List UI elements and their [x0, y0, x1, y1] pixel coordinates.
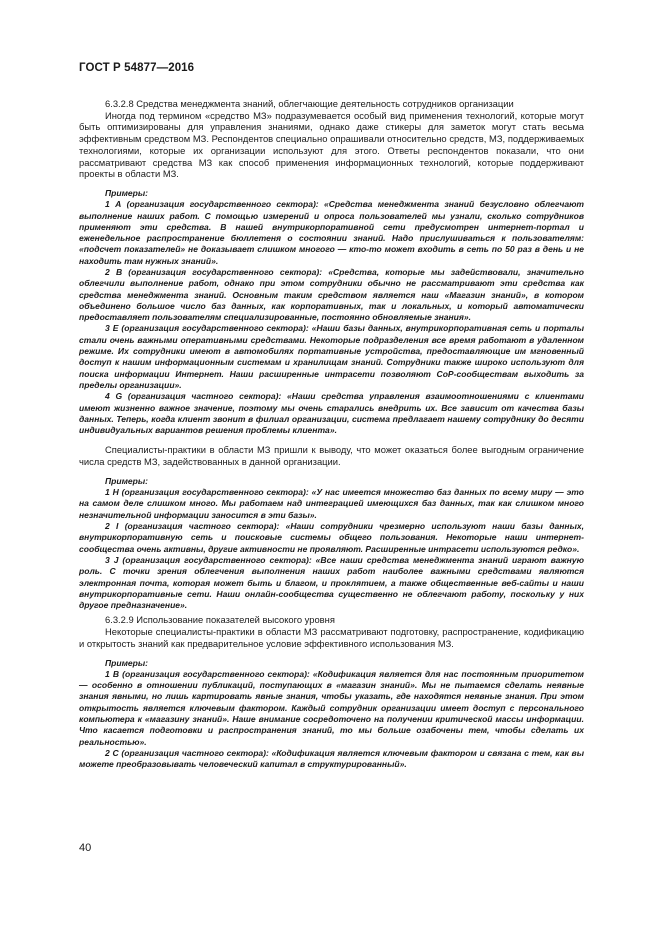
examples-label: Примеры:: [105, 657, 149, 668]
example-item: 2 В (организация государственного сектора): «Средства, которые мы задействовали, значительно облегчили выполнение работ, однако при этом сотрудники обычно не рассматривают эти средства как средства менеджмента знаний. Основным таким средством является наш «Магазин знаний», в котором объединено большое число баз данных, как корпоративных, так и локальных, и который автоматически предоставляет пользователям специализированные, постоянно обновляемые знания».: [79, 267, 584, 323]
example-item: 4 G (организация частного сектора): «Наши средства управления взаимоотношениями с клиентами имеют жизненно важное значение, поэтому мы очень старались внедрить их. Все зависит от качества базы данных. Теперь, когда клиент звонит в филиал организации, система предлагает нашему сотруднику до десяти индивидуальных вариантов решения проблемы клиента».: [79, 391, 584, 436]
example-item: 1 Н (организация государственного сектора): «У нас имеется множество баз данных по всему миру — это на самом деле слишком много. Мы работаем над интеграцией имеющихся баз данных, так как слишком много незначительной информации заносится в эти базы».: [79, 487, 584, 520]
example-item: 3 J (организация государственного сектора): «Все наши средства менеджмента знаний играют важную роль. С точки зрения облегчения выполнения наших работ наиболее важными средствами являются электронная почта, которая может быть и благом, и проклятием, а также общественные веб-сайты и наши внутрикорпоративные сети. Наши онлайн-сообщества существенно не облегчают работу, поскольку у них другое предназначение».: [79, 554, 584, 611]
example-item: 1 В (организация государственного сектора): «Кодификация является для нас постоянным приоритетом — особенно в отношении публикаций, поступающих в «магазин знаний». Мы не пытаемся сделать неявные знания явными, но лишь картировать явные знания, чтобы указать, где находятся неявные знания. При этом открытость является ключевым фактором. Каждый сотрудник организации имеет доступ с персонального компьютера к «магазину знаний». Наше внимание сосредоточено на получении критической массы информации. Что касается подготовки и распространения знаний, то мы больше озабочены тем, чтобы сделать их реальностью».: [79, 668, 584, 747]
section-heading-6-3-2-8: 6.3.2.8 Средства менеджмента знаний, облегчающие деятельность сотрудников организации: [105, 98, 514, 109]
document-body: [79, 98, 584, 771]
example-item: 2 С (организация частного сектора): «Кодификация является ключевым фактором и связана с тем, как вы можете преобразовывать человеческий капитал в структурированный».: [79, 747, 584, 770]
examples-label: Примеры:: [105, 475, 149, 486]
examples-label: Примеры:: [105, 187, 149, 198]
page-number: 40: [79, 842, 92, 854]
example-item: 1 А (организация государственного сектора): «Средства менеджмента знаний безусловно облегчают выполнение наших работ. С помощью измерений и опроса пользователей мы узнали, сколько сотрудников применяют эти средства. В нашей внутрикорпоративной сети предусмотрен интернет-портал и еженедельное распространение бюллетеня о состоянии знаний. Надо прислушиваться к пользователям: «подсчет показателей» не доказывает слишком многого — кто-то может входить в сеть по 50 раз в день и не находить там нужных знаний».: [79, 199, 584, 266]
body-paragraph: Некоторые специалисты-практики в области МЗ рассматривают подготовку, распространение, кодификацию и открытость знаний как предварительное условие эффективного использования МЗ.: [79, 626, 584, 649]
document-header: ГОСТ Р 54877—2016: [79, 62, 195, 74]
body-paragraph: Иногда под термином «средство МЗ» подразумевается особый вид применения технологий, которые могут быть оптимизированы для управления знаниями, однако даже стикеры для заметок могут стать весьма эффективным средством МЗ. Респондентов специально опрашивали относительно средств, МЗ, поддерживаемых технологиями, которые их организации используют для этого. Ответы респондентов показали, что они рассматривают средства МЗ как способ применения информационных технологий, которые поддерживают проекты в области МЗ.: [79, 109, 584, 180]
body-paragraph: Специалисты-практики в области МЗ пришли к выводу, что может оказаться более выгодным ограничение числа средств МЗ, задействованных в данной организации.: [79, 444, 584, 468]
example-item: 3 Е (организация государственного сектора): «Наши базы данных, внутрикорпоративная сеть и порталы стали очень важными оперативными средствами. Некоторые подразделения все время работают в удаленном режиме. Их сотрудники имеют в автомобилях портативные устройства, предоставляющие им мгновенный доступ к нашим информационным системам и хранилищам знаний. Сотрудники также широко используют для поиска информации Интернет. Наши расширенные интрасети позволяют CoP-сообществам выходить за пределы организации».: [79, 323, 584, 390]
example-item: 2 I (организация частного сектора): «Наши сотрудники чрезмерно используют наши базы данных, внутрикорпоративную сеть и поисковые системы общего пользования. Некоторые наши интернет-сообщества очень активны, другие активности не проявляют. Расширенные интрасети используются редко».: [79, 521, 584, 554]
section-heading-6-3-2-9: 6.3.2.9 Использование показателей высокого уровня: [105, 614, 335, 626]
